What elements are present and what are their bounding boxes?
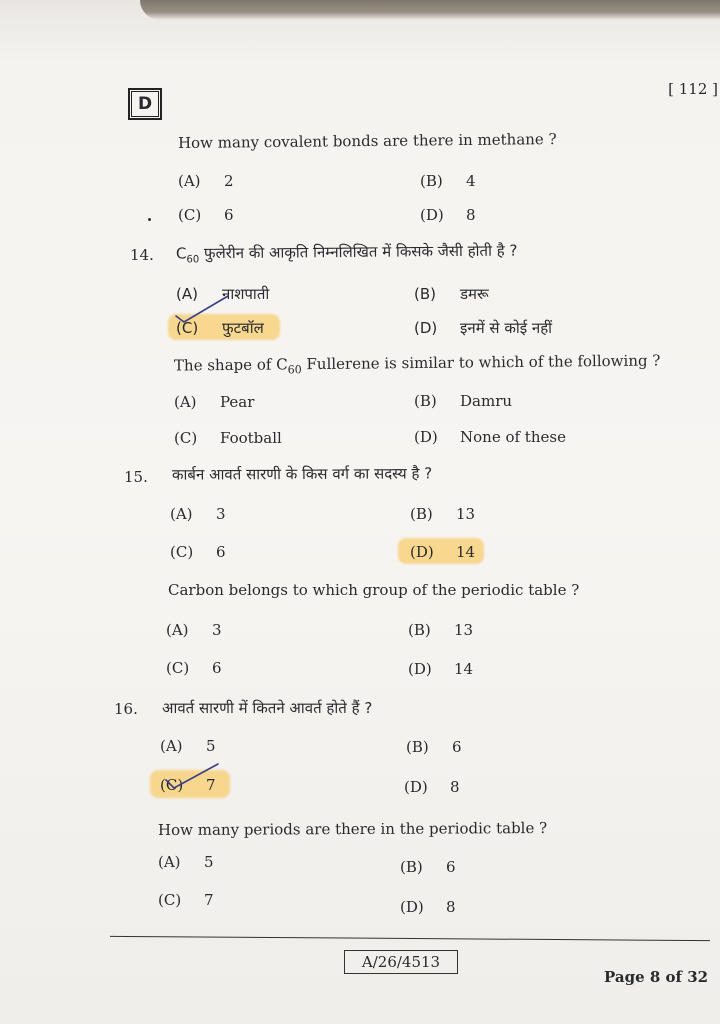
q14-english-option-a[interactable] (174, 393, 254, 411)
option-text: 3 (212, 621, 222, 639)
q16-hindi-option-a[interactable] (160, 737, 216, 755)
option-text: 6 (212, 659, 222, 677)
option-text: Pear (220, 393, 255, 411)
option-label: (B) (414, 392, 437, 410)
q16-hindi-option-b[interactable] (406, 738, 462, 756)
q16-english-option-a[interactable] (158, 853, 214, 871)
option-label: (D) (408, 660, 432, 678)
footer-divider (110, 936, 710, 941)
question-text-pre: The shape of C (173, 355, 288, 375)
option-text: 5 (206, 737, 216, 755)
option-label: (C) (174, 429, 198, 447)
q15-question-english: Carbon belongs to which group of the periodic table ? (168, 581, 580, 599)
pen-tick-icon (160, 760, 220, 790)
option-label: (A) (160, 737, 183, 755)
q15-hindi-option-c[interactable] (170, 543, 226, 561)
set-label: D (137, 94, 153, 114)
option-text: 14 (456, 543, 476, 561)
option-text: फुटबॉल (222, 319, 264, 337)
option-text: Football (220, 429, 282, 447)
q13-option-b[interactable] (420, 172, 476, 190)
option-text: 6 (224, 206, 234, 224)
q16-hindi-option-d[interactable] (404, 778, 460, 796)
option-label: (B) (400, 858, 423, 876)
paper-code: A/26/4513 (361, 953, 441, 971)
option-label: (D) (410, 543, 434, 561)
option-text: 13 (454, 621, 474, 639)
option-label: (A) (178, 172, 201, 190)
page-number: Page 8 of 32 (604, 968, 709, 986)
option-label: (C) (170, 543, 194, 561)
option-label: (C) (160, 776, 184, 794)
option-label: (D) (404, 778, 428, 796)
q16-english-option-c[interactable] (158, 891, 214, 909)
option-label: (A) (176, 285, 198, 303)
option-label: (C) (158, 891, 182, 909)
q14-english-option-d[interactable] (414, 428, 566, 446)
q14-english-option-c[interactable] (174, 429, 282, 447)
option-text: 7 (206, 776, 216, 794)
option-label: (D) (414, 428, 438, 446)
q14-hindi-option-b[interactable] (414, 284, 489, 304)
pen-tick-icon (172, 294, 232, 324)
q16-question-hindi: आवर्त सारणी में कितने आवर्त होते हैं ? (162, 699, 373, 717)
option-text: इनमें से कोई नहीं (460, 319, 553, 337)
set-label-box (128, 88, 162, 120)
option-text: 6 (452, 738, 462, 756)
q15-hindi-option-a[interactable] (170, 505, 226, 523)
option-text: 4 (466, 172, 476, 190)
question-text: फुलेरीन की आकृति निम्नलिखित में किसके जैसी होती है ? (199, 241, 518, 263)
formula-subscript: 60 (287, 363, 302, 377)
option-label: (A) (174, 393, 197, 411)
option-text: 6 (216, 543, 226, 561)
option-label: (C) (176, 319, 199, 337)
ink-dot (148, 218, 151, 221)
option-text: 14 (454, 660, 474, 678)
option-text: 2 (224, 172, 234, 190)
q15-english-option-d[interactable] (408, 660, 473, 678)
option-label: (B) (406, 738, 429, 756)
option-label: (A) (158, 853, 181, 871)
option-label: (D) (400, 898, 424, 916)
q15-english-option-b[interactable] (408, 621, 473, 639)
q14-question-hindi (176, 241, 518, 266)
option-label: (B) (408, 621, 431, 639)
option-text: 8 (466, 206, 476, 224)
q15-hindi-option-b[interactable] (410, 505, 475, 523)
option-label: (B) (410, 505, 433, 523)
q15-hindi-option-d[interactable] (410, 543, 475, 561)
option-label: (C) (178, 206, 202, 224)
q14-hindi-option-d[interactable] (414, 318, 552, 338)
option-label: (B) (420, 172, 443, 190)
q14-english-option-b[interactable] (414, 392, 512, 410)
q13-option-d[interactable] (420, 206, 476, 224)
q15-english-option-a[interactable] (166, 621, 222, 639)
option-label: (A) (170, 505, 193, 523)
question-text-post: Fullerene is similar to which of the following ? (301, 351, 661, 374)
option-text: 3 (216, 505, 226, 523)
option-text: 5 (204, 853, 214, 871)
option-label: (B) (414, 285, 436, 303)
q13-question: How many covalent bonds are there in methane ? (177, 130, 557, 152)
option-text: 8 (446, 898, 456, 916)
option-text: डमरू (460, 285, 489, 303)
q15-number: 15. (124, 468, 148, 486)
option-text: 13 (456, 505, 476, 523)
q16-number: 16. (114, 700, 138, 718)
q16-english-option-b[interactable] (400, 858, 456, 876)
option-text: 7 (204, 891, 214, 909)
option-text: None of these (460, 428, 566, 446)
option-label: (C) (166, 659, 190, 677)
q16-english-option-d[interactable] (400, 898, 456, 916)
formula-c: C (175, 244, 187, 263)
option-text: Damru (460, 392, 513, 410)
q15-question-hindi: कार्बन आवर्त सारणी के किस वर्ग का सदस्य है ? (171, 464, 433, 484)
page-code: [ 112 ] (668, 80, 718, 98)
option-label: (D) (414, 319, 438, 337)
q13-option-c[interactable] (178, 206, 234, 224)
q14-number: 14. (130, 246, 154, 264)
paper-code-box (344, 950, 458, 974)
q15-english-option-c[interactable] (166, 659, 222, 677)
formula-subscript: 60 (186, 254, 200, 266)
q14-question-english (174, 351, 661, 377)
q13-option-a[interactable] (178, 172, 234, 190)
option-text: नाशपाती (222, 285, 270, 303)
option-label: (D) (420, 206, 444, 224)
option-text: 6 (446, 858, 456, 876)
option-text: 8 (450, 778, 460, 796)
q16-question-english: How many periods are there in the periodic table ? (157, 818, 548, 840)
newspaper-edge (140, 0, 720, 20)
option-label: (A) (166, 621, 189, 639)
